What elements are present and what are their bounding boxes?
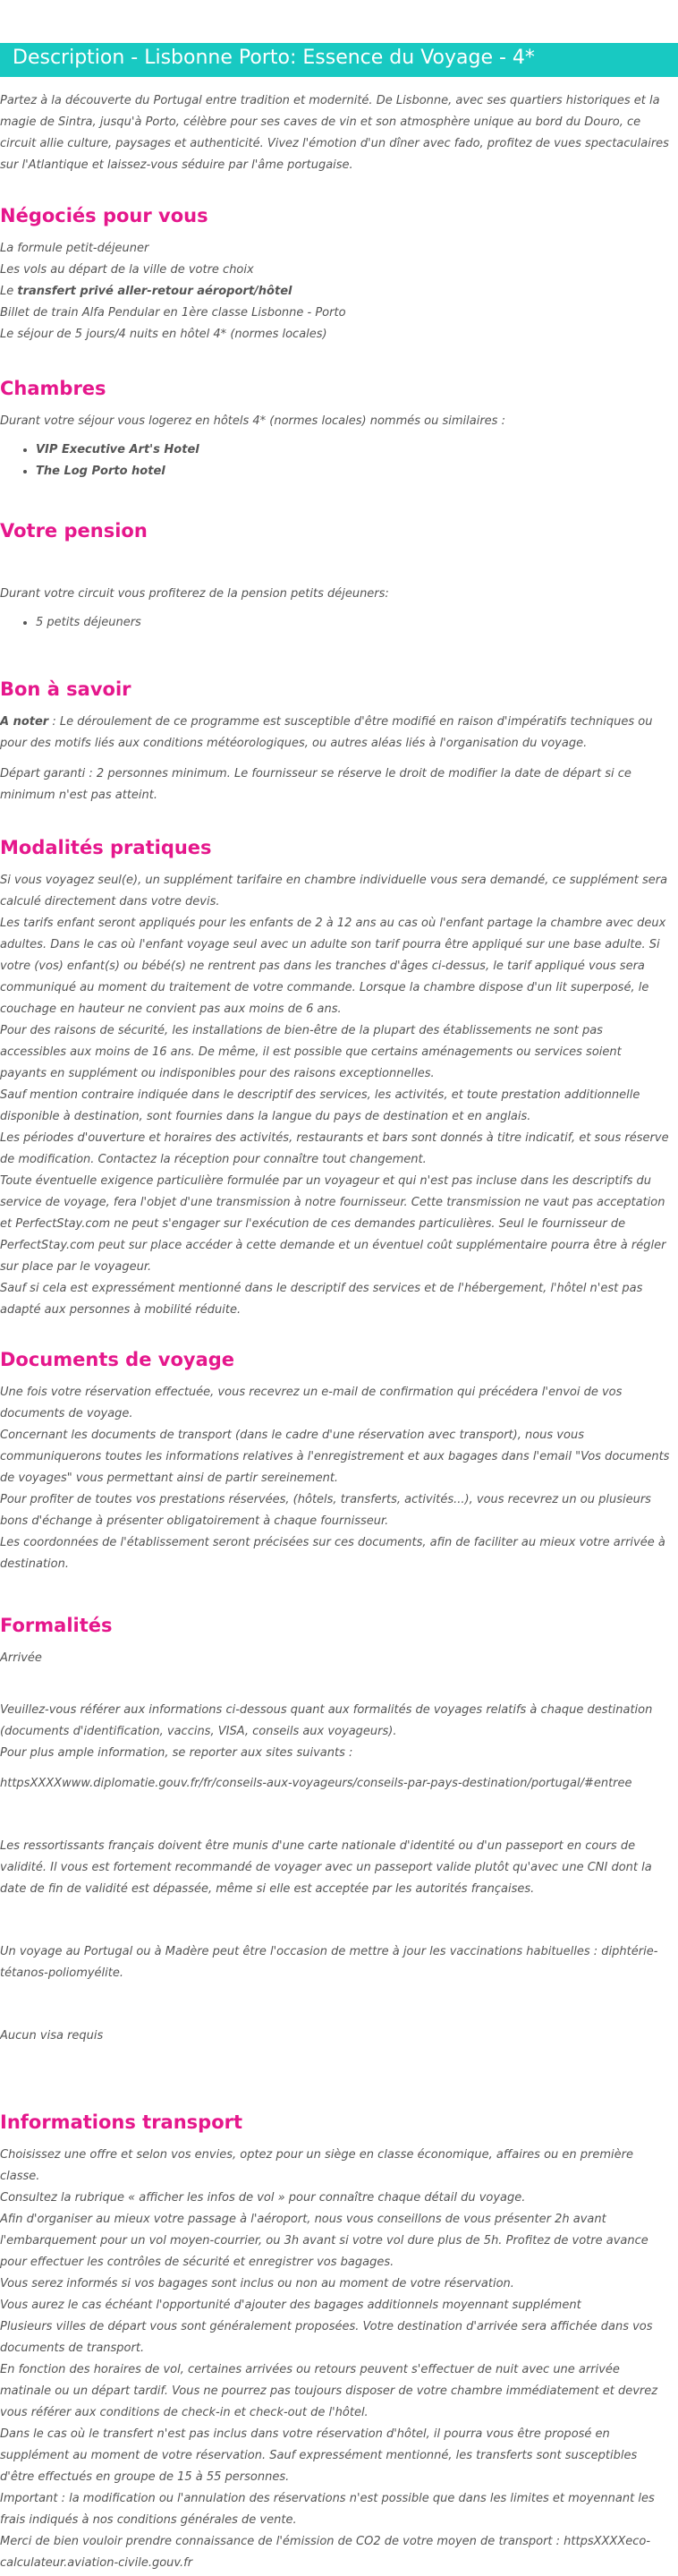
formalites-refer: Veuillez-vous référer aux informations ci-dessous quant aux formalités de voyages relatifs à chaque destination (documents d'identification, vaccins, VISA, conseils aux voyageurs). <box>0 1703 653 1738</box>
formalites-identity: Les ressortissants français doivent être munis d'une carte nationale d'identité ou d'un passeport en cours de validité. Il vous est fortement recommandé de voyager avec un passeport valide plutôt qu'avec une CNI dont la date de fin de validité est dépassée, même si elle est acceptée par les autorités françaises. <box>0 1839 652 1896</box>
note-text: : Le déroulement de ce programme est susceptible d'être modifié en raison d'impératifs techniques ou pour des motifs liés aux conditions météorologiques, ou autres aléas liés à l'organisation du voyage. <box>0 715 653 750</box>
modalites-section <box>0 834 671 1321</box>
bon-note <box>0 712 671 755</box>
hotel-item <box>36 439 671 461</box>
bon-depart: Départ garanti : 2 personnes minimum. Le fournisseur se réserve le droit de modifier la date de départ si ce minimum n'est pas atteint. <box>0 767 631 802</box>
transport-line: Dans le cas où le transfert n'est pas inclus dans votre réservation d'hôtel, il pourra vous être proposé en supplément au moment de votre réservation. Sauf expressément mentionné, les transferts sont susceptibles d'être effectués en groupe de 15 à 55 personnes. <box>0 2427 638 2484</box>
section-heading-formalites: Formalités <box>0 1615 113 1636</box>
negocies-line: Le séjour de 5 jours/4 nuits en hôtel 4* (normes locales) <box>0 328 327 341</box>
negocies-line: Billet de train Alfa Pendular en 1ère classe Lisbonne - Porto <box>0 306 346 320</box>
documents-line: Concernant les documents de transport (dans le cadre d'une réservation avec transport), nous vous communiquerons toutes les informations relatives à l'enregistrement et aux bagages dans l'email "Vos documents de voyages" vous permettant ainsi de partir sereinement. <box>0 1429 670 1485</box>
formalites-vaccins: Un voyage au Portugal ou à Madère peut être l'occasion de mettre à jour les vaccinations habituelles : diphtérie-tétanos-poliomyélite. <box>0 1945 658 1980</box>
section-heading-bon: Bon à savoir <box>0 678 131 700</box>
pension-list <box>0 612 671 634</box>
documents-line: Les coordonnées de l'établissement seront précisées sur ces documents, afin de faciliter au mieux votre arrivée à destination. <box>0 1536 665 1571</box>
formalites-section <box>0 1612 671 2047</box>
modalites-line: Les tarifs enfant seront appliqués pour les enfants de 2 à 12 ans au cas où l'enfant partage la chambre avec deux adultes. Dans le cas où l'enfant voyage seul avec un adulte son tarif pourra être appliqué sur une base adulte. Si votre (vos) enfant(s) ou bébé(s) ne rentrent pas dans les tranches d'âges ci-dessus, le tarif appliqué vous sera communiqué au moment du traitement de votre commande. Lorsque la chambre dispose d'un lit superposé, le couchage en hauteur ne convient pas aux moins de 6 ans. <box>0 917 666 1016</box>
transport-line: Consultez la rubrique « afficher les infos de vol » pour connaître chaque détail du voyage. <box>0 2191 526 2205</box>
transport-line: Afin d'organiser au mieux votre passage à l'aéroport, nous vous conseillons de vous présenter 2h avant l'embarquement pour un vol moyen-courrier, ou 3h avant si votre vol dure plus de 5h. Profitez de votre avance pour effectuer les contrôles de sécurité et enregistrer vos bagages. <box>0 2213 648 2269</box>
modalites-line: Toute éventuelle exigence particulière formulée par un voyageur et qui n'est pas incluse dans les descriptifs du service de voyage, fera l'objet d'une transmission à notre fournisseur. Cette transmission ne vaut pas acceptation et PerfectStay.com ne peut s'engager sur l'exécution de ces demandes particulières. Seul le fournisseur de PerfectStay.com peut sur place accéder à cette demande et un éventuel coût supplémentaire pourra être à régler sur place par le voyageur. <box>0 1174 666 1274</box>
transport-line: Vous aurez le cas échéant l'opportunité d'ajouter des bagages additionnels moyennant supplément <box>0 2299 581 2312</box>
pension-intro: Durant votre circuit vous profiterez de la pension petits déjeuners: <box>0 587 389 601</box>
hotel-item <box>36 461 671 482</box>
transport-section <box>0 2109 671 2574</box>
transport-line: Plusieurs villes de départ vous sont généralement proposées. Votre destination d'arrivée sera affichée dans vos documents de transport. <box>0 2320 653 2355</box>
transport-line: Vous serez informés si vos bagages sont inclus ou non au moment de votre réservation. <box>0 2277 514 2290</box>
hotel-name: The Log Porto hotel <box>36 465 165 478</box>
chambres-intro: Durant votre séjour vous logerez en hôtels 4* (normes locales) nommés ou similaires : <box>0 414 505 428</box>
intro-text: Partez à la découverte du Portugal entre tradition et modernité. De Lisbonne, avec ses quartiers historiques et la magie de Sintra, jusqu'à Porto, célèbre pour ses caves de vin et son atmosphère unique au bord du Douro, ce circuit allie culture, paysages et authenticité. Vivez l'émotion d'un dîner avec fado, profitez de vues spectaculaires sur l'Atlantique et laissez-vous séduire par l'âme portugaise. <box>0 94 669 172</box>
modalites-line: Sauf mention contraire indiquée dans le descriptif des services, les activités, et toute prestation additionnelle disponible à destination, sont fournies dans la langue du pays de destination et en anglais. <box>0 1088 640 1123</box>
documents-line: Pour profiter de toutes vos prestations réservées, (hôtels, transferts, activités...), vous recevrez un ou plusieurs bons d'échange à présenter obligatoirement à chaque fournisseur. <box>0 1493 651 1528</box>
section-heading-documents: Documents de voyage <box>0 1349 235 1370</box>
chambres-section <box>0 375 671 482</box>
formalites-url: httpsXXXXwww.diplomatie.gouv.fr/fr/conseils-aux-voyageurs/conseils-par-pays-destination/portugal/#entree <box>0 1777 632 1790</box>
pension-section <box>0 517 671 634</box>
section-heading-pension: Votre pension <box>0 520 148 542</box>
negocies-line: Les vols au départ de la ville de votre choix <box>0 263 254 277</box>
transport-line: Choisissez une offre et selon vos envies, optez pour un siège en classe économique, affaires ou en première classe. <box>0 2148 633 2183</box>
title-banner <box>0 43 678 77</box>
documents-section <box>0 1346 671 1575</box>
modalites-line: Pour des raisons de sécurité, les installations de bien-être de la plupart des établissements ne sont pas accessibles aux moins de 16 ans. De même, il est possible que certains aménagements ou services soient payants en supplément ou indisponibles pour des raisons exceptionnelles. <box>0 1024 622 1080</box>
page-title: Description - Lisbonne Porto: Essence du Voyage - 4* <box>13 47 535 69</box>
formalites-refer: Pour plus ample information, se reporter aux sites suivants : <box>0 1746 353 1760</box>
negocies-section <box>0 202 671 345</box>
modalites-line: Les périodes d'ouverture et horaires des activités, restaurants et bars sont donnés à titre indicatif, et sous réserve de modification. Contactez la réception pour connaître tout changement. <box>0 1131 669 1166</box>
section-heading-modalites: Modalités pratiques <box>0 837 212 858</box>
formalites-arrivee: Arrivée <box>0 1651 42 1665</box>
intro-section <box>0 90 671 176</box>
modalites-line: Si vous voyagez seul(e), un supplément tarifaire en chambre individuelle vous sera demandé, ce supplément sera calculé directement dans votre devis. <box>0 874 668 908</box>
pension-item: • 5 petits déjeuners <box>36 612 671 634</box>
section-heading-chambres: Chambres <box>0 378 106 399</box>
section-heading-transport: Informations transport <box>0 2111 243 2133</box>
transport-line: Important : la modification ou l'annulation des réservations n'est possible que dans les limites et moyennant les frais indiqués à nos conditions générales de vente. <box>0 2492 655 2527</box>
hotel-name: VIP Executive Art's Hotel <box>36 443 199 456</box>
modalites-line: Sauf si cela est expressément mentionné dans le descriptif des services et de l'hébergement, l'hôtel n'est pas adapté aux personnes à mobilité réduite. <box>0 1282 643 1317</box>
bon-section <box>0 676 671 806</box>
formalites-visa: Aucun visa requis <box>0 2029 104 2043</box>
transport-line: Merci de bien vouloir prendre connaissance de l'émission de CO2 de votre moyen de transport : httpsXXXXeco-calculateur.aviation-civile.gouv.fr <box>0 2535 651 2570</box>
note-label: A noter <box>0 715 49 729</box>
documents-line: Une fois votre réservation effectuée, vous recevrez un e-mail de confirmation qui précédera l'envoi de vos documents de voyage. <box>0 1386 623 1420</box>
negocies-line-transfer <box>0 281 671 303</box>
transfer-prefix: Le <box>0 285 18 298</box>
section-heading-negocies: Négociés pour vous <box>0 205 208 226</box>
hotel-list <box>0 439 671 482</box>
negocies-line: La formule petit-déjeuner <box>0 242 149 255</box>
transport-line: En fonction des horaires de vol, certaines arrivées ou retours peuvent s'effectuer de nuit avec une arrivée matinale ou un départ tardif. Vous ne pourrez pas toujours disposer de votre chambre immédiatement et devrez vous référer aux conditions de check-in et check-out de l'hôtel. <box>0 2363 658 2419</box>
transfer-bold: transfert privé aller-retour aéroport/hôtel <box>17 285 292 298</box>
